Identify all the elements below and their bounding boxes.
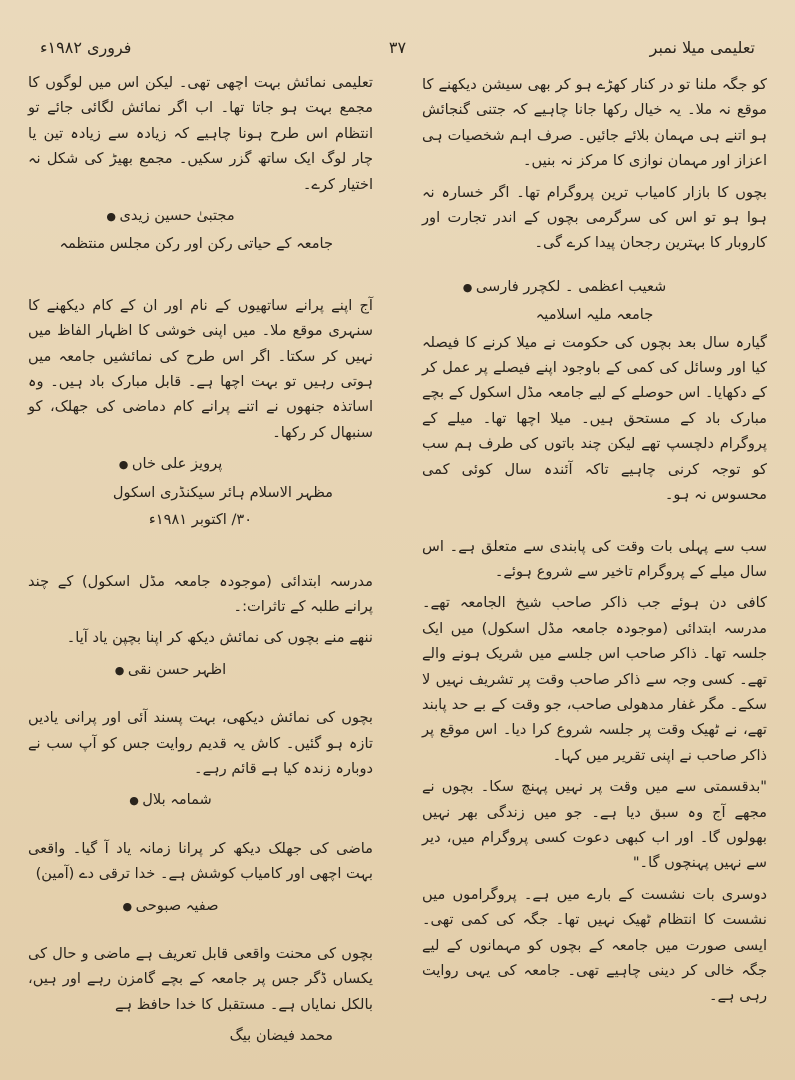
paragraph: تعلیمی نمائش بہت اچھی تھی۔ لیکن اس میں لوگوں کا مجمع بہت ہو جاتا تھا۔ اب اگر نمائش لگائی جائے تو انتظام اس طرح ہونا چاہیے کہ زیادہ سے زیادہ تین یا چار لوگ ایک ساتھ گزر سکیں۔ مجمع بھیڑ کی شکل نہ اختیار کرے۔: [28, 74, 373, 193]
page-header: [40, 38, 755, 68]
paragraph: آج اپنے پرانے ساتھیوں کے نام اور ان کے کام دیکھنے کا سنہری موقع ملا۔ میں اپنی خوشی کا اظہار الفاظ میں نہیں کر سکتا۔ اگر اس طرح کی نمائشیں جامعہ میں ہوتی رہیں تو بہت اچھا ہے۔ قابل مبارک باد ہیں۔ وہ اساتذہ جنھوں نے اتنے پرانے کام دماضی کی جھلک، کو سنبھال کر رکھا۔: [28, 296, 373, 441]
signature-name: محمد فیضان بیگ: [229, 1027, 333, 1045]
quote-paragraph: "بدقسمتی سے میں وقت پر نہیں پہنچ سکا۔ بچوں نے مجھے آج وہ سبق دیا ہے۔ جو میں زندگی بھر نہیں بھولوں گا۔ اور اب کبھی دعوت کسی پروگرام میں، دیر سے نہیں پہنچوں گا۔": [422, 778, 767, 872]
page-number: ۳۷: [388, 38, 407, 57]
signature-name: مجتبیٰ حسین زیدی ●: [28, 203, 373, 229]
right-column: [422, 72, 767, 1015]
signature-name: پرویز علی خاں ●: [28, 451, 373, 477]
paragraph: کافی دن ہوئے جب ذاکر صاحب شیخ الجامعہ تھے۔ مدرسہ ابتدائی (موجودہ جامعہ مڈل اسکول) میں ایک جلسہ تھا۔ ذاکر صاحب اس جلسے میں شریک ہونے والے تھے۔ کسی وجہ سے ذاکر صاحب وقت پر تشریف نہیں لا سکے۔ مگر غفار مدھولی صاحب، جو وقت کے بے حد پابند تھے، نے ٹھیک وقت پر جلسہ شروع کرا دیا۔ اس موقع پر ذاکر صاحب نے اپنی تقریر میں کہا۔: [422, 594, 767, 764]
header-date: فروری ۱۹۸۲ء: [40, 38, 132, 57]
signature-affiliation: جامعہ کے حیاتی رکن اور رکن مجلس منتظمہ: [59, 235, 333, 253]
paragraph: گیارہ سال بعد بچوں کی حکومت نے میلا کرنے کا فیصلہ کیا اور وسائل کی کمی کے باوجود اپنے فیصلے پر عمل کر کے دکھایا۔ اس حوصلے کے لیے جامعہ مڈل اسکول کے بچے مبارک باد کے مستحق ہیں۔ میلا اچھا تھا۔ میلے کے پروگرام دلچسپ تھے لیکن چند باتوں کی طرف ہم سب کو توجہ کرنی چاہیے تاکہ آئندہ سال کوئی کمی محسوس نہ ہو۔: [422, 333, 767, 504]
paragraph: ماضی کی جھلک دیکھ کر پرانا زمانہ یاد آ گیا۔ واقعی بہت اچھی اور کامیاب کوشش ہے۔ خدا ترقی دے (آمین): [28, 839, 373, 883]
signature-name: شعیب اعظمی ۔ لکچرر فارسی ●: [422, 274, 767, 300]
left-column: [28, 70, 373, 1051]
header-issue-title: تعلیمی میلا نمبر: [649, 38, 755, 57]
paragraph: سب سے پہلی بات وقت کی پابندی سے متعلق ہے۔ اس سال میلے کے پروگرام تاخیر سے شروع ہوئے۔: [422, 537, 767, 580]
paragraph: مدرسہ ابتدائی (موجودہ جامعہ مڈل اسکول) کے چند پرانے طلبہ کے تاثرات:۔: [28, 572, 373, 615]
paragraph: بچوں کا بازار کامیاب ترین پروگرام تھا۔ اگر خسارہ نہ ہوا ہو تو اس کی سرگرمی بچوں کے اندر تجارت اور کاروبار کا بہترین رجحان پیدا کرے گی۔: [422, 183, 767, 252]
paragraph: دوسری بات نشست کے بارے میں ہے۔ پروگراموں میں نشست کا انتظام ٹھیک نہیں تھا۔ جگہ کی کمی تھی۔ ایسی صورت میں جامعہ کے بچوں کو مہمانوں کے لیے جگہ خالی کر دینی چاہیے تھی۔ جامعہ کی یہی روایت رہی ہے۔: [422, 885, 767, 1005]
paragraph: کو جگہ ملنا تو در کنار کھڑے ہو کر بھی سیشن دیکھنے کا موقع نہ ملا۔ یہ خیال رکھا جانا چاہیے کہ جتنی گنجائش ہو اتنے ہی مہمان بلائے جائیں۔ صرف اہم شخصیات ہی اعزاز اور مہمان نوازی کا مرکز نہ بنیں۔: [422, 76, 767, 170]
paragraph: بچوں کی محنت واقعی قابل تعریف ہے ماضی و حال کی یکساں ڈگر جس پر جامعہ کے بچے گامزن رہے اور ہیں، بالکل نمایاں ہے۔ مستقبل کا خدا حافظ ہے: [28, 944, 373, 1013]
signature-name: شمامہ بلال ●: [28, 787, 373, 813]
signature-affiliation: جامعہ ملیہ اسلامیہ: [535, 306, 654, 324]
signature-name: اظہر حسن نقی ●: [28, 657, 373, 683]
signature-affiliation: مظہر الاسلام ہائر سیکنڈری اسکول: [112, 483, 333, 501]
paragraph: بچوں کی نمائش دیکھی، بہت پسند آئی اور پرانی یادیں تازہ ہو گئیں۔ کاش یہ قدیم روایت جس کو آپ سب نے دوبارہ زندہ کیا ہے قائم رہے۔: [28, 709, 373, 777]
paragraph: ننھے منے بچوں کی نمائش دیکھ کر اپنا بچپن یاد آیا۔: [66, 629, 373, 647]
signature-name: صفیہ صبوحی ●: [28, 893, 373, 919]
signature-date: ۳۰/ اکتوبر ۱۹۸۱ء: [148, 511, 253, 529]
